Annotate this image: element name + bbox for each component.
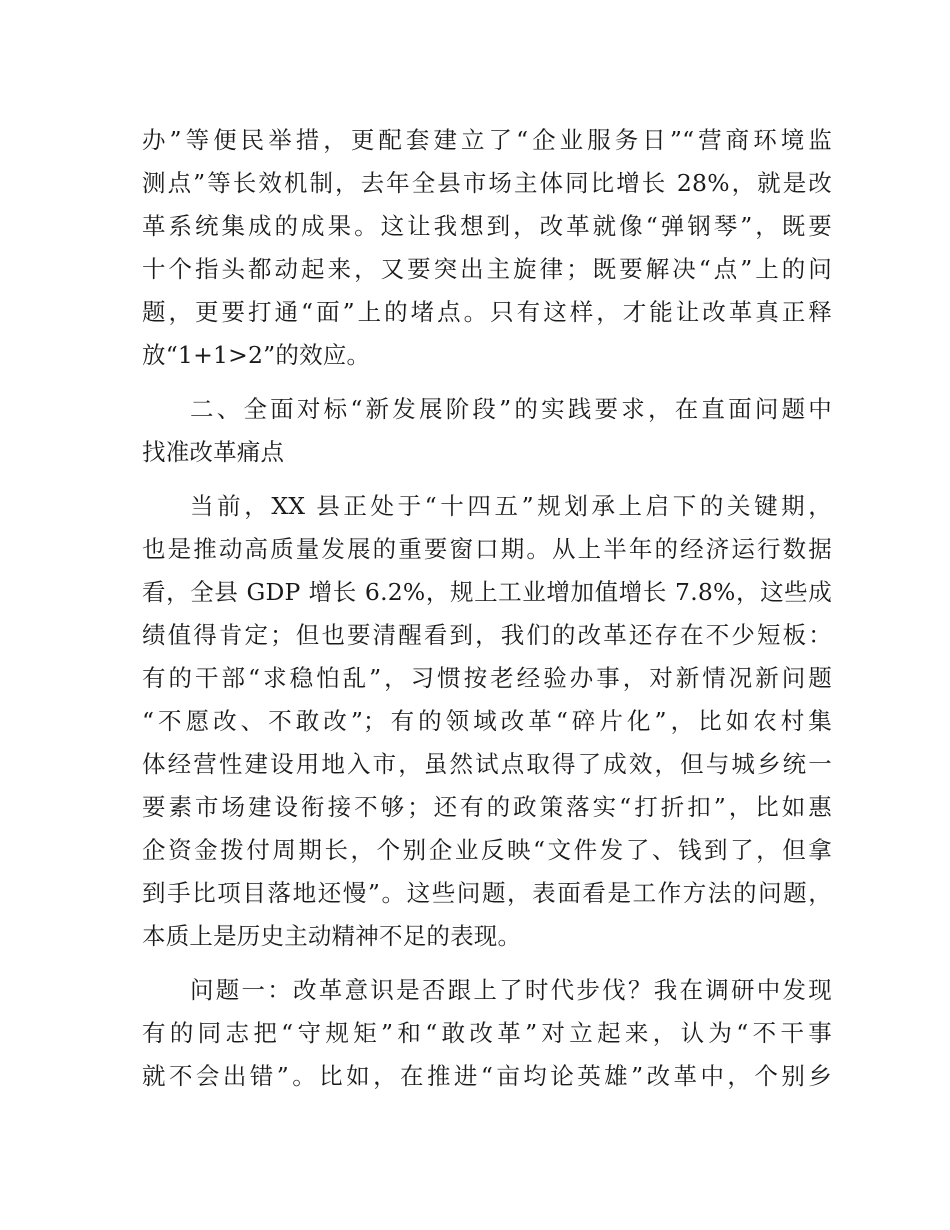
paragraph-line: 办”等便民举措，更配套建立了“企业服务日”“营商环境监 [142,126,832,154]
paragraph-line: 革系统集成的成果。这让我想到，改革就像“弹钢琴”，既要 [142,212,832,240]
paragraph-line: 就不会出错”。比如，在推进“亩均论英雄”改革中，个别乡 [142,1062,832,1090]
paragraph-line: 十个指头都动起来，又要突出主旋律；既要解决“点”上的问 [142,255,832,283]
section-heading-line: 二、全面对标“新发展阶段”的实践要求，在直面问题中 [190,395,832,423]
paragraph-line: “不愿改、不敢改”；有的领域改革“碎片化”，比如农村集 [142,707,832,735]
paragraph-line: 测点”等长效机制，去年全县市场主体同比增长 28%，就是改 [142,169,832,197]
paragraph-line: 题，更要打通“面”上的堵点。只有这样，才能让改革真正释 [142,298,832,326]
paragraph-line: 到手比项目落地还慢”。这些问题，表面看是工作方法的问题， [142,879,832,907]
section-heading-line: 找准改革痛点 [142,438,285,466]
paragraph-line: 有的干部“求稳怕乱”，习惯按老经验办事，对新情况新问题 [142,664,832,692]
paragraph-line: 放“1+1>2”的效应。 [142,341,371,369]
paragraph-line: 问题一：改革意识是否跟上了时代步伐？我在调研中发现 [190,976,832,1004]
paragraph-line: 当前，XX 县正处于“十四五”规划承上启下的关键期， [190,492,832,520]
paragraph-line: 看，全县 GDP 增长 6.2%，规上工业增加值增长 7.8%，这些成 [142,578,832,606]
paragraph-line: 要素市场建设衔接不够；还有的政策落实“打折扣”，比如惠 [142,793,832,821]
paragraph-line: 本质上是历史主动精神不足的表现。 [142,922,522,950]
paragraph-line: 企资金拨付周期长，个别企业反映“文件发了、钱到了，但拿 [142,836,832,864]
paragraph-line: 体经营性建设用地入市，虽然试点取得了成效，但与城乡统一 [142,750,832,778]
paragraph-line: 也是推动高质量发展的重要窗口期。从上半年的经济运行数据 [142,535,832,563]
paragraph-line: 有的同志把“守规矩”和“敢改革”对立起来，认为“不干事 [142,1019,832,1047]
paragraph-line: 绩值得肯定；但也要清醒看到，我们的改革还存在不少短板： [142,621,832,649]
